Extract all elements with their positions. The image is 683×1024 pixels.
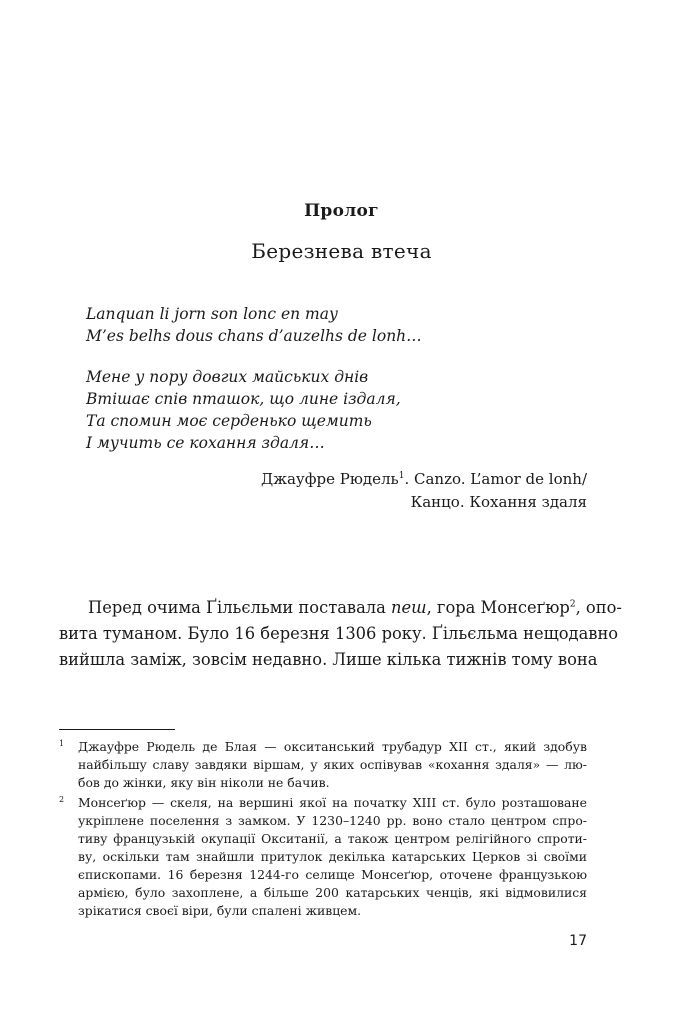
epigraph-original [86, 303, 586, 347]
attribution-line-2: Канцо. Кохання здаля [410, 493, 587, 511]
epigraph-translation [86, 366, 586, 454]
body-text-span: Перед очима Ґільєльми поставала [88, 598, 392, 617]
body-line: вита туманом. Було 16 березня 1306 року. Ґільєльма нещодавно [59, 624, 619, 643]
footnote-number: 1 [59, 739, 65, 748]
footnote-separator [59, 729, 175, 730]
epigraph-line: Lanquan li jorn son lonc en may [86, 305, 338, 323]
attribution-line-1 [167, 468, 587, 491]
footnote-text [78, 738, 587, 792]
footnote-line: тиву французькій окупації Окситанії, а також центром релігійного спроти- [78, 831, 587, 846]
footnote-line: зрікатися своєї віри, були спалені живцем. [78, 903, 362, 918]
footnote-text [78, 794, 587, 920]
footnote-ref[interactable]: 1 [398, 471, 405, 481]
page-number: 17 [569, 933, 587, 949]
epigraph-line: Втішає спів пташок, що лине іздаля, [86, 390, 401, 408]
epigraph-line: Мене у пору довгих майських днів [86, 368, 369, 386]
footnote-line: Монсеґюр — скеля, на вершині якої на початку XIII ст. було розташоване [78, 795, 587, 810]
body-line [59, 595, 622, 621]
footnote-line: найбільшу славу завдяки віршам, у яких оспівував «кохання здаля» — лю- [78, 757, 587, 772]
body-line: вийшла заміж, зовсім недавно. Лише кілька тижнів тому вона [59, 650, 598, 669]
epigraph-line: І мучить се кохання здаля… [86, 434, 325, 452]
footnote-line: Джауфре Рюдель де Блая — окситанський трубадур XII ст., який здобув [78, 739, 587, 754]
footnote-number: 2 [59, 795, 65, 804]
body-paragraph [59, 595, 622, 673]
footnote-line: укріплене поселення з замком. У 1230–1240 рр. воно стало центром спро- [78, 813, 587, 828]
chapter-label: Пролог [304, 201, 379, 221]
chapter-title: Березнева втеча [251, 239, 432, 263]
footnote-ref[interactable]: 2 [569, 599, 576, 610]
footnote-line: бов до жінки, яку він ніколи не бачив. [78, 775, 330, 790]
footnote-line: ву, оскільки там знайшли притулок декілька катарських Церков зі своїми [78, 849, 587, 864]
body-text-span: , опо- [575, 598, 622, 617]
body-text-span: , гора Монсеґюр [426, 598, 570, 617]
attribution-work: . Canzo. L’amor de lonh/ [404, 470, 587, 488]
footnote-line: єпископами. 16 березня 1244-го селище Монсеґюр, оточене французькою [78, 867, 587, 882]
epigraph-line: M’es belhs dous chans d’auzelhs de lonh… [86, 327, 422, 345]
epigraph-attribution [167, 468, 587, 514]
footnote-line: армією, було захоплене, а більше 200 катарських ченців, які відмовилися [78, 885, 587, 900]
attribution-author: Джауфре Рюдель [261, 470, 399, 488]
italic-term: пеш [391, 598, 427, 617]
epigraph-line: Та спомин моє серденько щемить [86, 412, 372, 430]
